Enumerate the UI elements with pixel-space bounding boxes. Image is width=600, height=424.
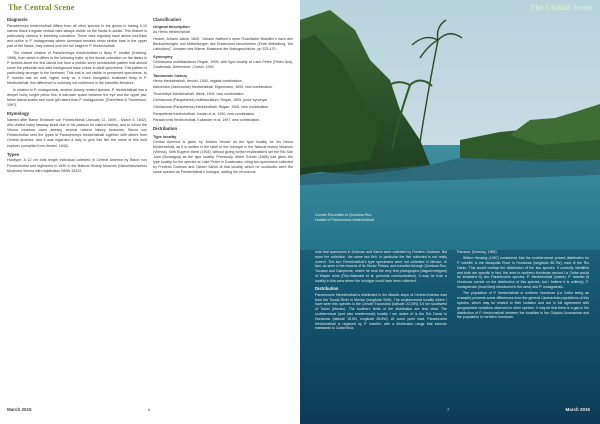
- habitat-photo: [300, 0, 600, 424]
- journal-title: The Central Scene: [8, 3, 75, 12]
- original-reference: Heckel, Johann Jakob. 1840. "Johann Natterer's neue Flussfische Brasilien's nach den Beobachtungen und Mittheilungen des Entdeckers beschrieben (Erste Abtheilung, Die Labroiden)". Annalen des Wiener Museums der Naturgeschichte. pp 325-470.: [153, 36, 293, 52]
- right-paragraph: note that specimens in Godman and Salvin were collected by Frederic Godman. But none the collection, the same two fish. In particular the fish collected is not really correct. The two Friedrichsthal's type specimens were not collected in Mexico. In fact, as seen in the records of its Senior Pelaez, and travelled through Quintana Roo, Yucatan and Campeche, where he took the very first photographs (daguerreotypes) of Mayan ruins (Rico-Mansard et al. personal communication). It may be from a locality in this area where the holotype could have been collected.: [315, 250, 447, 283]
- taxonomic-entry: Thorichthys friedrichsthali, Meek, 1904, new combination.: [153, 91, 245, 96]
- taxonomic-entry: Heros friedrichsthali, Heckel, 1840, original combination.: [153, 78, 243, 83]
- page-number-left: 6: [148, 407, 151, 412]
- diagnosis-paragraph-3: In relation to P. motaguensis, another closely related species, P. friedrichsthali has a deeper body, longer pelvic fins, a narrower space between the eye and the upper jaw, fewer lateral scales and more gill rakers than P. motaguensis, (Greenfield & Thomerson, 1997).: [7, 87, 147, 108]
- photo-caption-line-2: Habitat of Parachromis friedrichsthali.: [315, 217, 375, 222]
- synonymy-heading: Synonymy: [153, 54, 173, 60]
- footer-date-left: March 2015: [7, 407, 32, 412]
- taxonomic-entry: Cichlasoma (Parapetenia) friedrichsthali, Regan, 1905, new combination.: [153, 105, 270, 110]
- types-heading: Types: [7, 151, 20, 157]
- taxonomic-entry: Parapetenia friedrichsthali, Jordan et al, 1930, new combination.: [153, 111, 256, 116]
- diagnosis-paragraph-1: Paraclemmys friedrichsthali differs from all other species in the genus in having 9-10 narrow black irregular vertical bars always visible on the flanks in adults. This feature is particularly obvious in breeding coloration. These bars regularly have above mid-flank and unlike in P. motaguensis where dominant females show similar bars in the upper part of the flanks, they extend over the full height in P. friedrichsthali.: [7, 23, 147, 49]
- distribution-heading: Distribution: [153, 126, 178, 132]
- synonymy-paragraph: Cichlasoma multifasciatum Regan, 1905, with type locality at Lake Petén (Petén Itza), Guatemala. Determiner: Conkel, 1993.: [153, 60, 293, 70]
- etymology-heading: Etymology: [7, 111, 29, 117]
- left-column-2: [153, 14, 293, 177]
- right-paragraph: Panama. (Kessing, 1985).: [457, 250, 498, 254]
- right-page: [300, 0, 600, 424]
- taxonomic-entry: Parachromis friedrichsthali, Kullander et al, 1997, new combination.: [153, 118, 261, 123]
- right-column-1: [315, 250, 447, 333]
- page-number-right: 7: [447, 407, 450, 412]
- diagnosis-paragraph-2: The closest relative of Paraclemmys friedrichsthali is likely P. tomkini (Kessing, 1996), from which it differs in the following traits; a) the dorsal coloration on the flanks in P. tomkini alone the first lateral line form a pinkish silver semisoluble pattern that almost cover the yellowish and dark background base colour in adult specimens. This pattern is particularly stronger in the forehead. This trait is not visible in preserved specimens. b) P. tomkini has an oval, higher body vs. a more elongated, shallower body in P. friedrichsthali; this difference is curiously not confirmed in the scientific literature.: [7, 50, 147, 86]
- right-paragraph: Willem Kessing (1987) considered that the southernmost proved distribution for P. loisellei is the Mosquitia River in Honduras (longitude 85.7W), east of the Rio Danto. This would overlap the distribution of the two species. If correctly identified and both are specific in fact, the area in northern Honduras around La Ceiba would be inhabited by two Parachromis species. P. friedrichsthali (native). P. loisellei (if Honduras correct on the distribution of this species, but I believe it is unlikely). P. motaguensis (most likely introduced in the area) and P. motaguensis.: [457, 256, 589, 290]
- left-column-1: [7, 14, 147, 175]
- etymology-paragraph: Named after Baron Emanuel von Friedrichsthal (January 12, 1809 – March 3, 1842), who visited many faraway lands due to his passion for natural history, and to whom the Vienna museum owes already several natural history treasures. Baron von Friedrichsthal sent the types of Paraclemmys friedrichsthali together with others from Central America, and it was regarded a duty to give this fish the name of this avid explorer (compiled from Heckel, 1840).: [7, 118, 147, 148]
- taxonomic-history-heading: Taxonomic history: [153, 72, 188, 78]
- taxonomic-entry: Cichlasoma (Parapetenia) multifasciatum, Regan, 1905, junior synonym.: [153, 98, 269, 103]
- diagnosis-heading: Diagnosis: [7, 17, 28, 22]
- journal-title-right: The Cichlid Scene: [530, 3, 592, 12]
- classification-heading: Classification: [153, 17, 181, 22]
- type-locality-paragraph: Central America is given by Johann Heckel as the type locality for his Heros friedrichsthali, as it is written in the label of the holotype in the Natural history Museum (Vienna). Seth Eugene Meek (1904), without giving further explanations set the Rio San Juan (Nicaragua) as the type locality. Previously, Albert Günter (1868) had given the type locality for the species at Lake Petén in Guatemala, citing two specimens collected by Frederic Godman and Osbert Salvin at that locality, which he concludes were the same species as Friedrichsthal's holotype, adding the erroneous: [153, 139, 293, 175]
- distribution-paragraph: Parachromis friedrichsthali is distributed in the Atlantic slope of Central America east from the Tonalá River in Mexico (longitude 94W). The southernmost locality where I have seen this species is the Cenote Escondido (latitude 20.19N) 3.6 km southwest of Tulum (Mexico). The southern limits of the distribution are less clear. The southernmost (and also easternmost) locality I am aware of is the Río Danto in Honduras (latitude 15.6N, longitude 86.8W). At some point east, Parachromis friedrichsthali is replaced by P. loisellei, with a distribution range that extends eastwards to Costa Rica,: [315, 292, 447, 331]
- taxonomic-entry: Astronotus (Astronotus) friedrichsthali, Eigenmann, 1893, new combination.: [153, 85, 274, 90]
- original-description-heading: Original description: [153, 24, 190, 30]
- original-name: As Heros friedrichsthali: [153, 30, 190, 35]
- photo-caption: [315, 213, 375, 222]
- right-paragraph: The population of P. friedrichsthali in northern Honduras (La Ceiba being an example) presents some differences from the general Usumacinta populations of this species, which may be related to their isolation and are in full agreement with geographical variations observed in other species. It may be that there is a gap in the distribution of P. friedrichsthali between the localities in the Grijalva-Usumacinta and the population in northern Honduras.: [457, 291, 589, 320]
- footer-date-right: March 2015: [565, 407, 590, 412]
- distribution-heading-right: Distribution: [315, 285, 339, 291]
- right-column-2: [457, 250, 589, 322]
- photo-caption-line-1: Cenote Escondido in Quintana Roo.: [315, 213, 373, 217]
- type-locality-heading: Type locality: [153, 133, 177, 139]
- types-paragraph: Holotype: A 12 cm total length individual collected in Central America by Baron von Friedrichsthal and registered in 1840 in the Natural History Museum (Naturhistorisches Museum) Vienna with registration NMW 33322.: [7, 158, 147, 173]
